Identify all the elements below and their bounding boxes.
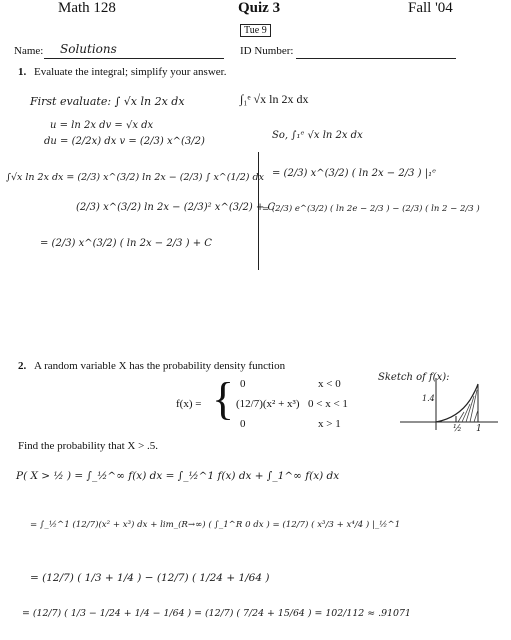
- q2-case-value-1: 0: [240, 378, 246, 390]
- q2-brace: {: [212, 373, 235, 424]
- q2-case-cond-2: 0 < x < 1: [308, 398, 348, 410]
- q1-hw-sub1: u = ln 2x dv = √x dx: [50, 120, 154, 131]
- q1-hw-first: First evaluate: ∫ √x ln 2x dx: [30, 95, 185, 108]
- name-value: Solutions: [60, 42, 117, 56]
- q2-hw-line2: = ∫_½^1 (12/7)(x² + x³) dx + lim_(R→∞) ( ∫_1^R 0 dx ) = (12/7) ( x³/3 + x⁴/4 ) |_½^1: [30, 520, 401, 530]
- q1-number: 1.: [18, 66, 27, 78]
- q2-hw-line3: = (12/7) ( 1/3 + 1/4 ) − (12/7) ( 1/24 + 1/64 ): [30, 572, 270, 584]
- q1-hw-so: So, ∫₁ᵉ √x ln 2x dx: [272, 130, 363, 141]
- q2-sketch-tick-y: 1.4: [422, 394, 435, 403]
- q2-sketch-label: Sketch of f(x):: [378, 372, 450, 383]
- q2-hw-line1: P( X > ½ ) = ∫_½^∞ f(x) dx = ∫_½^1 f(x) dx + ∫_1^∞ f(x) dx: [16, 470, 340, 482]
- q2-find: Find the probability that X > .5.: [18, 440, 159, 452]
- q2-case-value-3: 0: [240, 418, 246, 430]
- section-box: Tue 9: [240, 24, 271, 37]
- id-underline: [296, 58, 456, 59]
- q1-integral: ∫₁ᵉ √x ln 2x dx: [240, 92, 309, 106]
- q2-hw-line4: = (12/7) ( 1/3 − 1/24 + 1/4 − 1/64 ) = (12/7) ( 7/24 + 15/64 ) = 102/112 ≈ .91071: [22, 608, 411, 619]
- term-label: Fall '04: [408, 0, 453, 16]
- q2-case-value-2: (12/7)(x² + x³): [236, 398, 300, 410]
- q2-fx: f(x) =: [176, 398, 202, 410]
- q2-sketch-tick-one: 1: [476, 424, 482, 434]
- q2-case-cond-3: x > 1: [318, 418, 341, 430]
- q2-case-cond-1: x < 0: [318, 378, 341, 390]
- q1-hw-so1: = (2/3) x^(3/2) ( ln 2x − 2/3 ) |₁ᵉ: [272, 168, 436, 179]
- q2-sketch-tick-half: ½: [453, 424, 462, 434]
- name-label: Name:: [14, 45, 44, 57]
- q1-divider: [258, 152, 259, 270]
- q2-prompt: A random variable X has the probability density function: [34, 360, 286, 372]
- q1-prompt: Evaluate the integral; simplify your answer.: [34, 66, 227, 78]
- course-title: Math 128: [58, 0, 116, 16]
- q2-sketch-graph: [398, 372, 502, 438]
- q1-hw-sub2: du = (2/2x) dx v = (2/3) x^(3/2): [44, 136, 205, 147]
- quiz-title: Quiz 3: [238, 0, 281, 16]
- q1-hw-step3: = (2/3) x^(3/2) ( ln 2x − 2/3 ) + C: [40, 238, 212, 249]
- q1-hw-step1: ∫√x ln 2x dx = (2/3) x^(3/2) ln 2x − (2/3) ∫ x^(1/2) dx: [6, 172, 264, 183]
- q2-number: 2.: [18, 360, 27, 372]
- q1-hw-step2: (2/3) x^(3/2) ln 2x − (2/3)² x^(3/2) + C: [76, 202, 276, 213]
- name-underline: [44, 58, 224, 59]
- id-label: ID Number:: [240, 45, 294, 57]
- q1-hw-so2: = (2/3) e^(3/2) ( ln 2e − 2/3 ) − (2/3) ( ln 2 − 2/3 ): [262, 204, 480, 214]
